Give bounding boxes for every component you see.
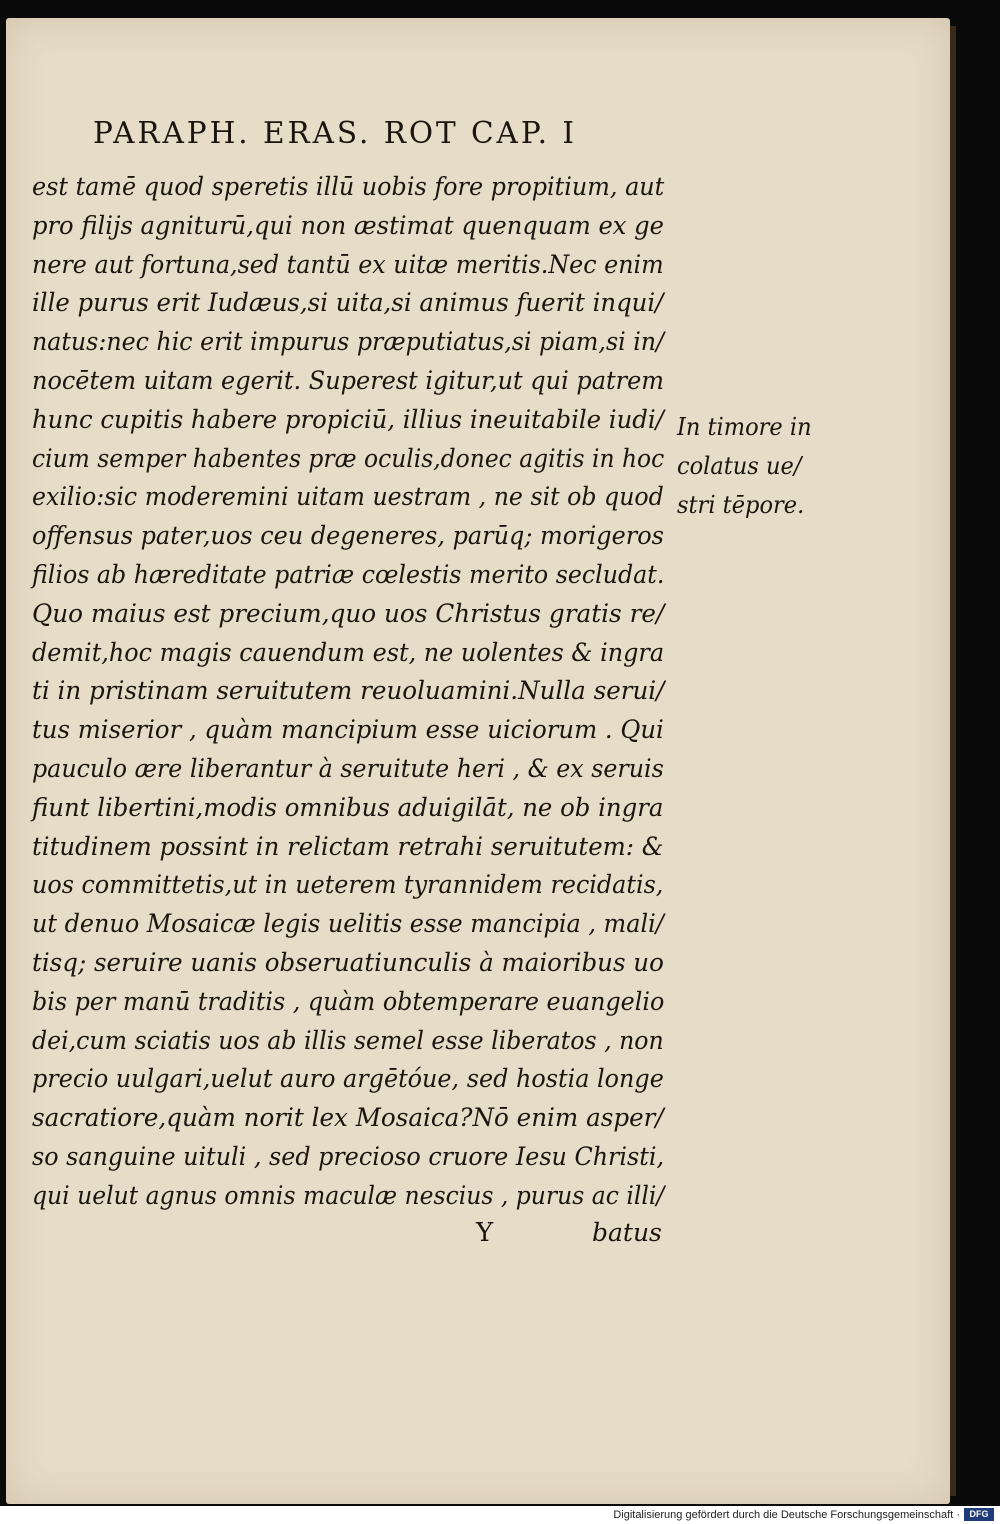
text-line: ut denuo Mosaicæ legis uelitis esse mancipia , mali/ [32, 909, 664, 939]
signature-mark: Y [476, 1218, 494, 1248]
page-edge [950, 26, 956, 1496]
text-line: bis per manū traditis , quàm obtemperare euangelio [32, 986, 665, 1016]
text-line: exilio:sic moderemini uitam uestram , ne sit ob quod [32, 482, 664, 512]
text-line: ille purus erit Iudæus,si uita,si animus fuerit inqui/ [32, 288, 664, 318]
body-text [32, 168, 672, 1216]
marginal-note [672, 408, 832, 524]
text-line: est tamē quod speretis illū uobis fore propitium, aut [32, 172, 665, 201]
text-line: tisq; seruire uanis obseruatiunculis à maioribus uo [32, 947, 664, 977]
text-line: dei,cum sciatis uos ab illis semel esse liberatos , non [32, 1025, 664, 1055]
text-line: sacratiore,quàm norit lex Mosaica?Nō enim asper/ [32, 1103, 664, 1133]
text-line: hunc cupitis habere propiciū, illius ineuitabile iudi/ [32, 404, 664, 434]
text-line: filios ab hæreditate patriæ cœlestis merito secludat. [32, 559, 665, 589]
text-line: qui uelut agnus omnis maculæ nescius , purus ac illi/ [32, 1180, 665, 1210]
text-line: fiunt libertini,modis omnibus aduigilāt, ne ob ingra [32, 792, 664, 822]
text-line: natus:nec hic erit impurus præputiatus,si piam,si in/ [32, 327, 665, 357]
catchword: batus [592, 1218, 662, 1247]
funding-credit: Digitalisierung gefördert durch die Deutsche Forschungsgemeinschaft · [613, 1509, 960, 1521]
text-line: titudinem possint in relictam retrahi seruitutem: & [32, 831, 664, 861]
text-line: ti in pristinam seruitutem reuoluamini.Nulla serui/ [32, 676, 665, 706]
text-line: cium semper habentes præ oculis,donec agitis in hoc [32, 443, 665, 473]
text-line: tus miserior , quàm mancipium esse uiciorum . Qui [32, 715, 664, 745]
text-line: uos committetis,ut in ueterem tyrannidem recidatis, [32, 870, 664, 900]
text-line: pro filijs agniturū,qui non æstimat quenquam ex ge [32, 210, 664, 240]
marginal-note-line: colatus ue/ [676, 451, 802, 480]
marginal-note-line: In timore in [676, 413, 812, 441]
text-line: nere aut fortuna,sed tantū ex uitæ meritis.Nec enim [32, 249, 664, 279]
dfg-logo: DFG [964, 1508, 994, 1521]
running-head: PARAPH. ERAS. ROT CAP. I [92, 116, 577, 151]
text-line: demit,hoc magis cauendum est, ne uolentes & ingra [32, 637, 665, 667]
text-line: offensus pater,uos ceu degeneres, parūq; morigeros [32, 521, 664, 551]
marginal-note-line: stri tēpore. [676, 490, 805, 519]
text-line: nocētem uitam egerit. Superest igitur,ut qui patrem [32, 365, 665, 395]
text-line: precio uulgari,uelut auro argētóue, sed hostia longe [32, 1064, 664, 1094]
text-line: pauculo ære liberantur à seruitute heri , & ex seruis [32, 753, 664, 783]
text-line: so sanguine uituli , sed precioso cruore Iesu Christi, [32, 1141, 665, 1171]
text-line: Quo maius est precium,quo uos Christus gratis re/ [32, 598, 665, 628]
